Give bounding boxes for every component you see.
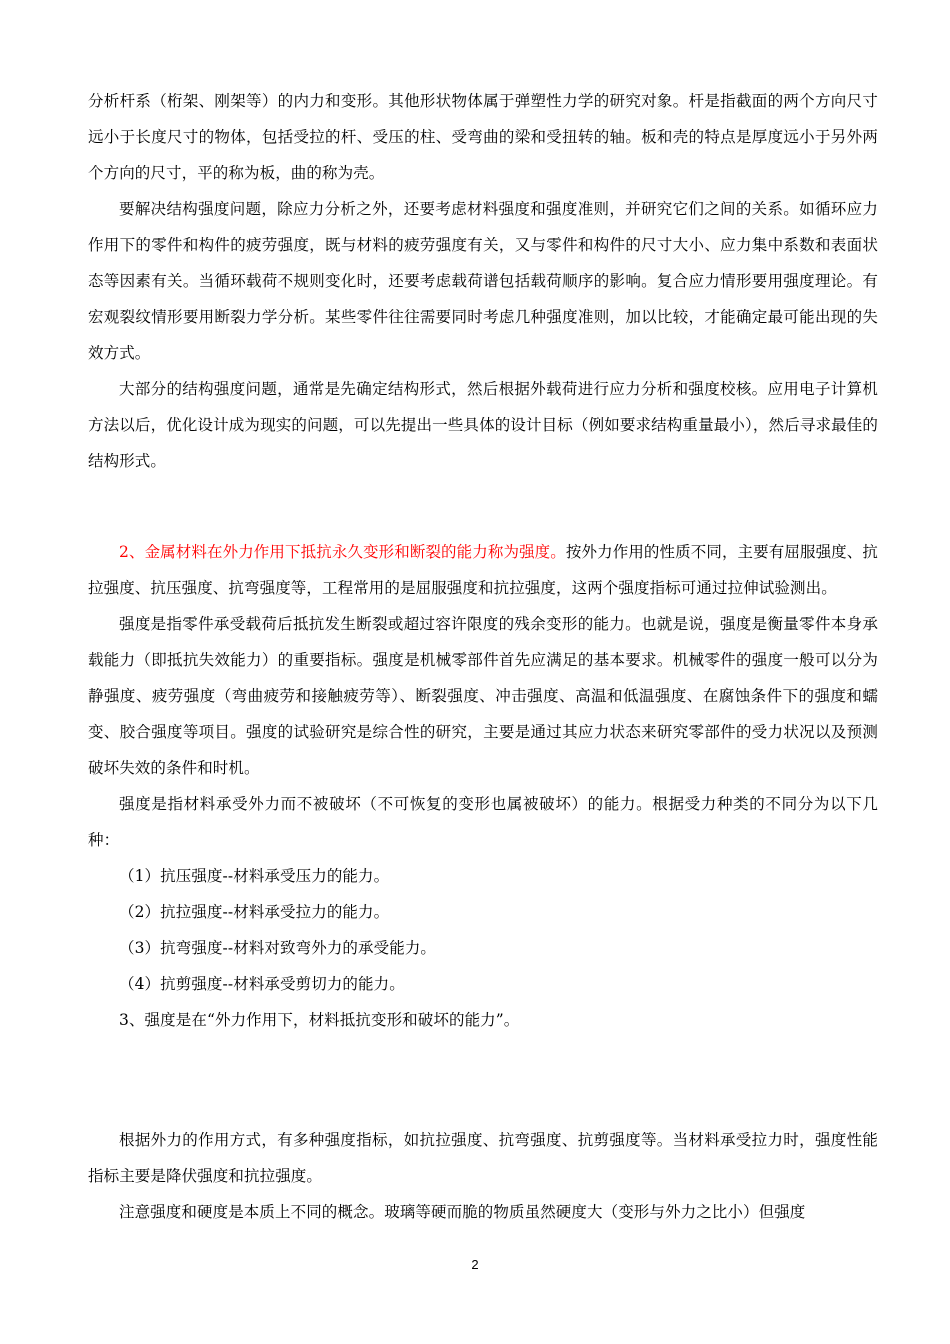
body-text-section-2 — [88, 534, 878, 1038]
list-item-shear: （4）抗剪强度--材料承受剪切力的能力。 — [119, 975, 405, 993]
list-item-compressive: （1）抗压强度--材料承受压力的能力。 — [119, 867, 390, 885]
body-text-section-3 — [88, 1122, 878, 1230]
paragraph-optimization: 大部分的结构强度问题，通常是先确定结构形式，然后根据外载荷进行应力分析和强度校核。应用电子计算机方法以后，优化设计成为现实的问题，可以先提出一些具体的设计目标（例如要求结构重量最小），然后寻求最佳的结构形式。 — [88, 380, 878, 470]
paragraph-metal-strength — [88, 534, 878, 606]
paragraph-strength-vs-hardness: 注意强度和硬度是本质上不同的概念。玻璃等硬而脆的物质虽然硬度大（变形与外力之比小）但强度 — [119, 1203, 806, 1221]
highlighted-definition: 2、金属材料在外力作用下抵抗永久变形和断裂的能力称为强度。 — [119, 543, 566, 561]
paragraph-strength-criteria: 要解决结构强度问题，除应力分析之外，还要考虑材料强度和强度准则，并研究它们之间的关系。如循环应力作用下的零件和构件的疲劳强度，既与材料的疲劳强度有关，又与零件和构件的尺寸大小、应力集中系数和表面状态等因素有关。当循环载荷不规则变化时，还要考虑载荷谱包括载荷顺序的影响。复合应力情形要用强度理论。有宏观裂纹情形要用断裂力学分析。某些零件往往需要同时考虑几种强度准则，加以比较，才能确定最可能出现的失效方式。 — [88, 200, 878, 362]
paragraph-metal-strength-rest: 按外力作用的性质不同，主要有屈服强度、抗拉强度、抗压强度、抗弯强度等，工程常用的是屈服强度和抗拉强度，这两个强度指标可通过拉伸试验测出。 — [88, 543, 878, 597]
paragraph-strength-indices: 根据外力的作用方式，有多种强度指标，如抗拉强度、抗弯强度、抗剪强度等。当材料承受拉力时，强度性能指标主要是降伏强度和抗拉强度。 — [88, 1131, 878, 1185]
list-item-bending: （3）抗弯强度--材料对致弯外力的承受能力。 — [119, 939, 437, 957]
list-item-tensile: （2）抗拉强度--材料承受拉力的能力。 — [119, 903, 390, 921]
page-number: 2 — [471, 1257, 479, 1272]
body-text-section-1 — [88, 83, 878, 479]
paragraph-structure-types: 分析杆系（桁架、刚架等）的内力和变形。其他形状物体属于弹塑性力学的研究对象。杆是指截面的两个方向尺寸远小于长度尺寸的物体，包括受拉的杆、受压的柱、受弯曲的梁和受扭转的轴。板和壳的特点是厚度远小于另外两个方向的尺寸，平的称为板，曲的称为壳。 — [88, 92, 878, 182]
paragraph-material-strength: 强度是指材料承受外力而不被破坏（不可恢复的变形也属被破坏）的能力。根据受力种类的不同分为以下几种： — [88, 795, 878, 849]
paragraph-part-strength: 强度是指零件承受载荷后抵抗发生断裂或超过容许限度的残余变形的能力。也就是说，强度是衡量零件本身承载能力（即抵抗失效能力）的重要指标。强度是机械零部件首先应满足的基本要求。机械零件的强度一般可以分为静强度、疲劳强度（弯曲疲劳和接触疲劳等）、断裂强度、冲击强度、高温和低温强度、在腐蚀条件下的强度和蠕变、胶合强度等项目。强度的试验研究是综合性的研究，主要是通过其应力状态来研究零部件的受力状况以及预测破坏失效的条件和时机。 — [88, 615, 878, 777]
paragraph-strength-definition: 3、强度是在“外力作用下，材料抵抗变形和破坏的能力”。 — [119, 1011, 520, 1029]
